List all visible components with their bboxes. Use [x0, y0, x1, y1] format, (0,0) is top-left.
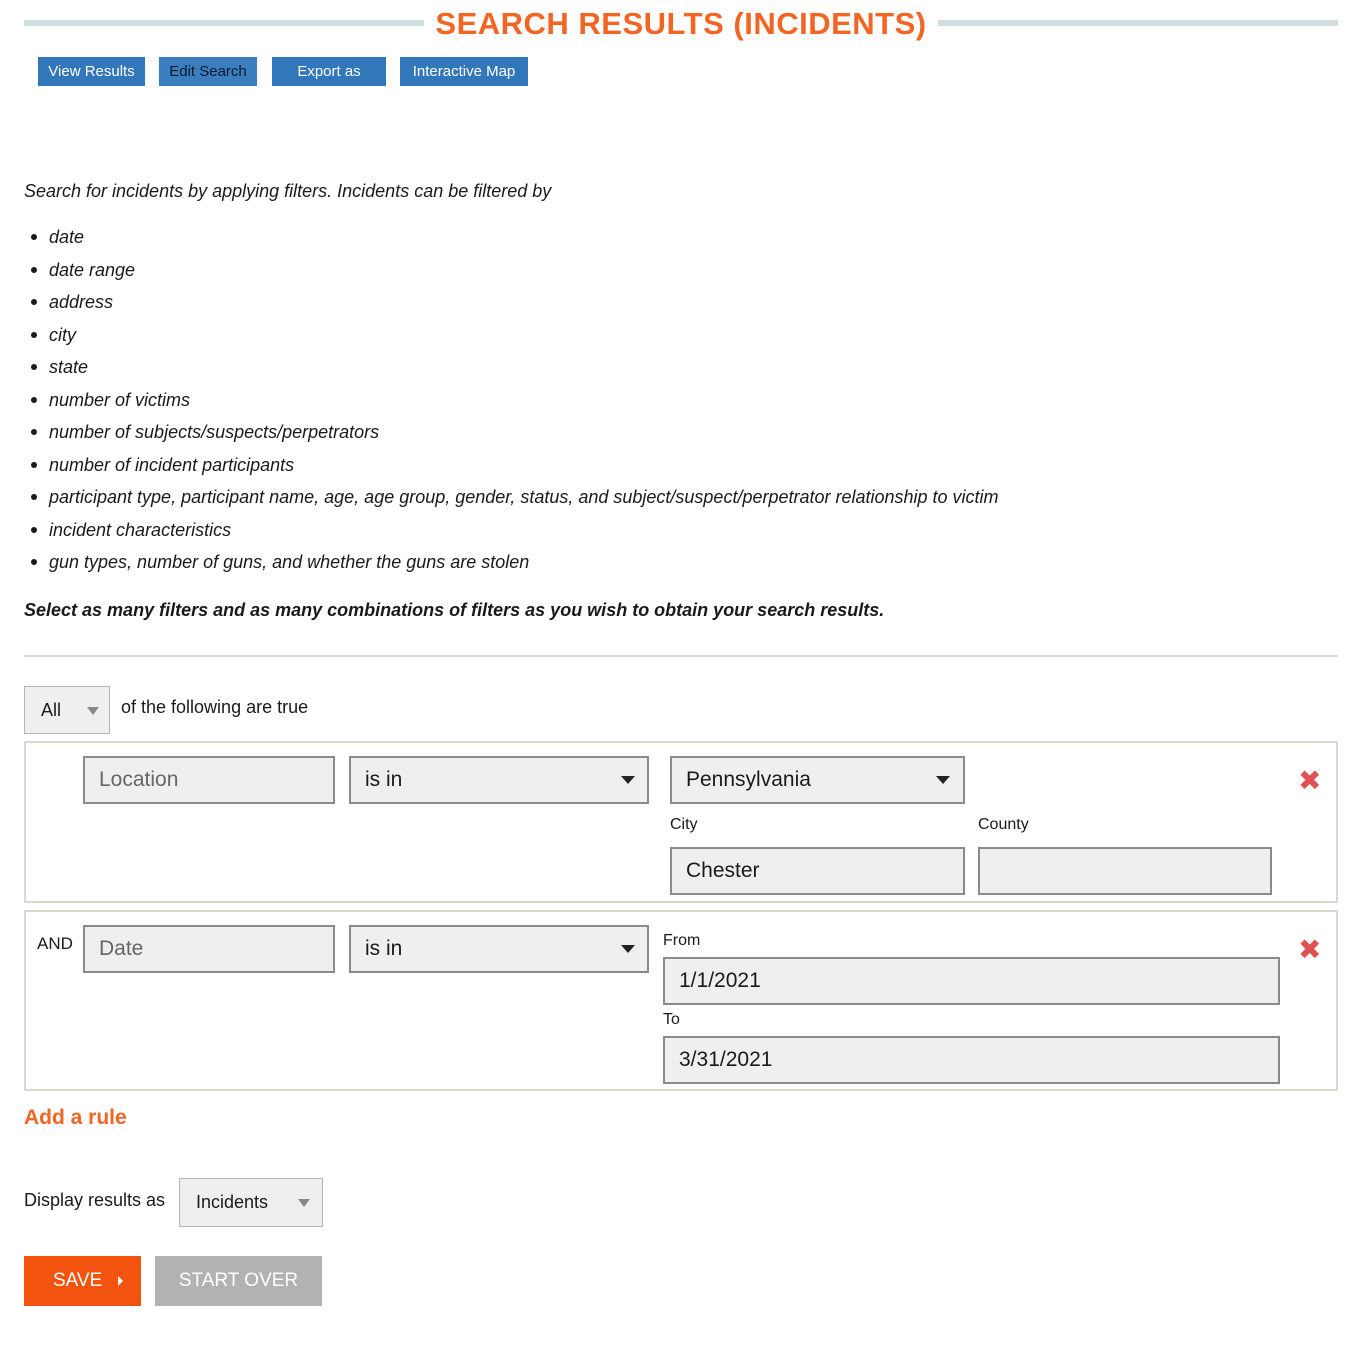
operator-value: is in	[365, 768, 403, 791]
county-label: County	[978, 816, 1029, 833]
filter-item: state	[30, 354, 999, 387]
add-rule-link[interactable]: Add a rule	[24, 1106, 127, 1129]
filter-item: incident characteristics	[30, 517, 999, 550]
operator-select[interactable]	[349, 925, 649, 973]
title-rule-left	[24, 20, 424, 26]
filter-item: gun types, number of guns, and whether the guns are stolen	[30, 549, 999, 582]
county-input[interactable]	[978, 847, 1272, 895]
state-value: Pennsylvania	[686, 768, 811, 791]
title-rule-right	[938, 20, 1338, 26]
chevron-down-icon	[87, 707, 99, 715]
filter-list	[30, 224, 999, 582]
operator-value: is in	[365, 937, 403, 960]
remove-rule-icon[interactable]: ✖	[1298, 934, 1322, 965]
chevron-down-icon	[936, 776, 950, 784]
chevron-down-icon	[621, 945, 635, 953]
filter-item: number of incident participants	[30, 452, 999, 485]
remove-rule-icon[interactable]: ✖	[1298, 765, 1322, 796]
filter-item: city	[30, 322, 999, 355]
from-date-input[interactable]: 1/1/2021	[663, 957, 1280, 1005]
filter-item: participant type, participant name, age, age group, gender, status, and subject/suspect/perpetrator relationship to victim	[30, 484, 999, 517]
city-label: City	[670, 816, 698, 833]
edit-search-button[interactable]: Edit Search	[159, 57, 257, 86]
caret-right-icon	[118, 1276, 123, 1286]
to-label: To	[663, 1011, 680, 1028]
filter-item: number of subjects/suspects/perpetrators	[30, 419, 999, 452]
from-label: From	[663, 932, 701, 949]
rule-location	[24, 741, 1338, 903]
operator-select[interactable]	[349, 756, 649, 804]
view-results-button[interactable]: View Results	[38, 57, 145, 86]
save-button[interactable]	[24, 1256, 141, 1306]
city-input[interactable]: Chester	[670, 847, 965, 895]
start-over-button[interactable]: START OVER	[155, 1256, 322, 1306]
title-bar	[24, 0, 1338, 52]
rule-field-location[interactable]: Location	[83, 756, 335, 804]
filter-item: date	[30, 224, 999, 257]
rule-field-date[interactable]: Date	[83, 925, 335, 973]
state-select[interactable]	[670, 756, 965, 804]
display-label: Display results as	[24, 1190, 166, 1210]
page-title: SEARCH RESULTS (INCIDENTS)	[435, 6, 927, 41]
rule-date	[24, 910, 1338, 1091]
save-label: SAVE	[53, 1270, 103, 1291]
filter-item: date range	[30, 257, 999, 290]
filters-note: Select as many filters and as many combinations of filters as you wish to obtain your search results.	[24, 600, 885, 620]
filter-item: number of victims	[30, 387, 999, 420]
match-select-value: All	[41, 700, 62, 720]
display-select[interactable]	[179, 1178, 323, 1227]
chevron-down-icon	[298, 1199, 310, 1207]
interactive-map-button[interactable]: Interactive Map	[400, 57, 528, 86]
to-date-input[interactable]: 3/31/2021	[663, 1036, 1280, 1084]
divider	[24, 655, 1338, 657]
intro-text: Search for incidents by applying filters. Incidents can be filtered by	[24, 181, 552, 201]
match-text: of the following are true	[121, 697, 309, 717]
filter-item: address	[30, 289, 999, 322]
chevron-down-icon	[621, 776, 635, 784]
display-select-value: Incidents	[196, 1192, 269, 1212]
export-csv-button[interactable]: Export as CSV	[272, 57, 386, 86]
and-label: AND	[37, 934, 73, 953]
match-select[interactable]	[24, 686, 110, 734]
